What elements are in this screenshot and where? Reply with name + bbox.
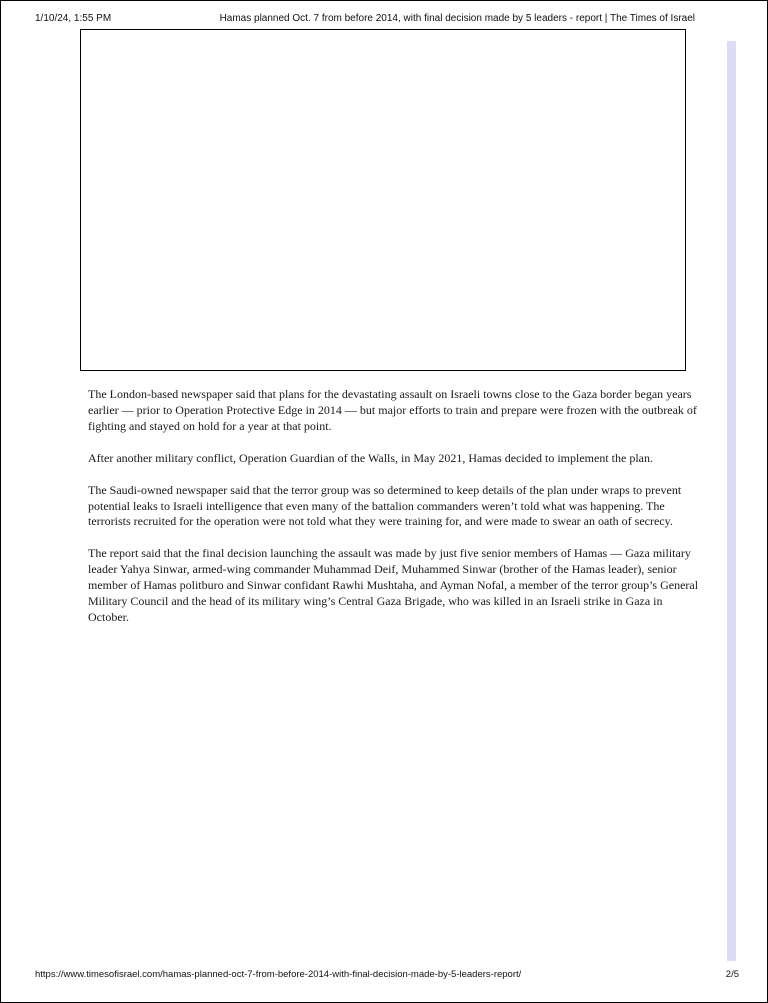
article-image-placeholder	[80, 29, 686, 371]
print-timestamp: 1/10/24, 1:55 PM	[35, 13, 112, 24]
print-page-title: Hamas planned Oct. 7 from before 2014, with final decision made by 5 leaders - report | The Times of Israel	[219, 13, 695, 24]
print-header	[35, 13, 695, 27]
page-url[interactable]: https://www.timesofisrael.com/hamas-planned-oct-7-from-before-2014-with-final-decision-made-by-5-leaders-report/	[35, 969, 522, 980]
article-paragraph-3: The Saudi-owned newspaper said that the terror group was so determined to keep details of the plan under wraps to prevent potential leaks to Israeli intelligence that even many of the battalion commanders weren’t told what was happening. The terrorists recruited for the operation were not told what they were training for, and were made to swear an oath of secrecy.	[88, 482, 682, 529]
article-body	[88, 387, 700, 642]
article-paragraph-1: The London-based newspaper said that plans for the devastating assault on Israeli towns close to the Gaza border began years earlier — prior to Operation Protective Edge in 2014 — but major efforts to train and prepare were frozen with the outbreak of fighting and stayed on hold for a year at that point.	[88, 387, 697, 433]
article-paragraph-2: After another military conflict, Operation Guardian of the Walls, in May 2021, Hamas decided to implement the plan.	[88, 450, 653, 465]
article-paragraph-4: The report said that the final decision launching the assault was made by just five senior members of Hamas — Gaza military leader Yahya Sinwar, armed-wing commander Muhammad Deif, Muhammed Sinwar (brother of the Hamas leader), senior member of Hamas politburo and Sinwar confidant Rawhi Mushtaha, and Ayman Nofal, a member of the terror group’s General Military Council and the head of its military wing’s Central Gaza Brigade, who was killed in an Israeli strike in Gaza in October.	[88, 546, 699, 624]
scrollbar-track[interactable]	[727, 41, 736, 961]
print-footer	[35, 969, 739, 983]
page-number: 2/5	[725, 969, 739, 980]
